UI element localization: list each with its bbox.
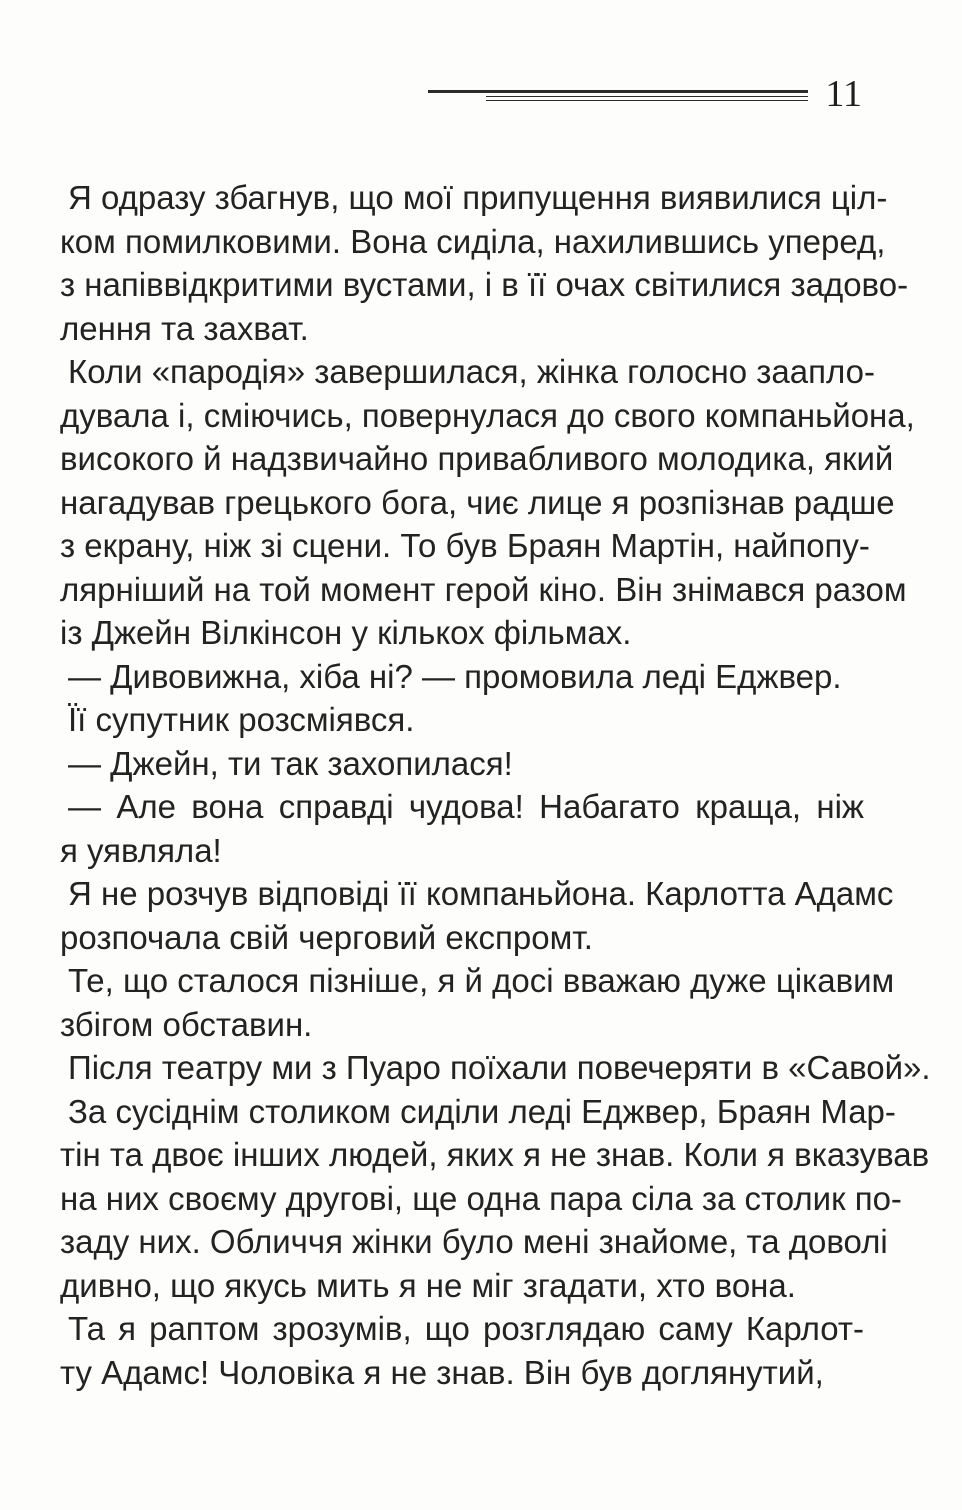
text-line: За сусіднім столиком сиділи леді Еджвер, Браян Мар- [68,1092,896,1130]
paragraph [60,350,915,655]
text-line: збігом обставин. [60,1005,313,1043]
paragraph [60,1307,864,1394]
text-line: з напіввідкритими вустами, і в її очах світилися задово- [60,266,909,303]
paragraph [60,176,909,350]
text-line: нагадував грецького бога, чиє лице я розпізнав радше [60,483,895,521]
page-number: 11 [825,73,862,115]
text-line: дивно, що якусь мить я не міг згадати, хто вона. [60,1266,796,1304]
text-line: Її супутник розсміявся. [68,701,415,738]
running-head [428,72,862,116]
header-rule-thin [486,100,808,101]
paragraph [60,1090,930,1308]
text-line: Після театру ми з Пуаро поїхали повечеряти в «Савой». [68,1049,931,1086]
text-line: дувала і, сміючись, повернулася до свого компаньйона, [60,396,915,434]
paragraph [60,655,864,699]
body-text [60,176,931,1394]
text-line: — Джейн, ти так захопилася! [68,744,513,782]
text-line: із Джейн Вілкінсон у кількох фільмах. [60,614,632,651]
text-line: Я одразу збагнув, що мої припущення виявилися ціл- [68,179,888,216]
text-line: високого й надзвичайно привабливого молодика, який [60,440,894,477]
paragraph [60,742,864,786]
text-line: Те, що сталося пізніше, я й досі вважаю дуже цікавим [68,962,895,999]
text-line: ту Адамс! Чоловіка я не знав. Він був доглянутий, [60,1353,824,1391]
text-line: ком помилковими. Вона сиділа, нахилившись уперед, [60,222,886,260]
header-rule [428,90,808,93]
text-line: лення та захват. [60,309,309,347]
paragraph [60,872,894,959]
paragraph [60,698,864,742]
text-line: тін та двоє інших людей, яких я не знав. Коли я вказував [60,1136,930,1173]
paragraph [60,959,895,1046]
text-line: лярніший на той момент герой кіно. Він знімався разом [60,570,907,608]
text-line: Та я раптом зрозумів, що розглядаю саму Карлот- [68,1310,864,1347]
text-line: заду них. Обличчя жінки було мені знайоме, та доволі [60,1223,888,1260]
text-line: Я не розчув відповіді її компаньйона. Карлотта Адамс [68,875,894,912]
text-line: на них своєму другові, ще одна пара сіла за столик по- [60,1179,902,1217]
text-line: з екрану, ніж зі сцени. То був Браян Мартін, найпопу- [60,527,870,564]
text-line: розпочала свій черговий експромт. [60,918,593,956]
text-line: Коли «пародія» завершилася, жінка голосно заапло- [68,353,875,390]
paragraph [60,1046,931,1090]
header-rule-thin [486,96,808,97]
text-line: — Дивовижна, хіба ні? — промовила леді Еджвер. [68,657,842,695]
text-line: я уявляла! [60,831,222,869]
paragraph [60,785,864,872]
text-line: — Але вона справді чудова! Набагато краща, ніж [68,788,864,825]
